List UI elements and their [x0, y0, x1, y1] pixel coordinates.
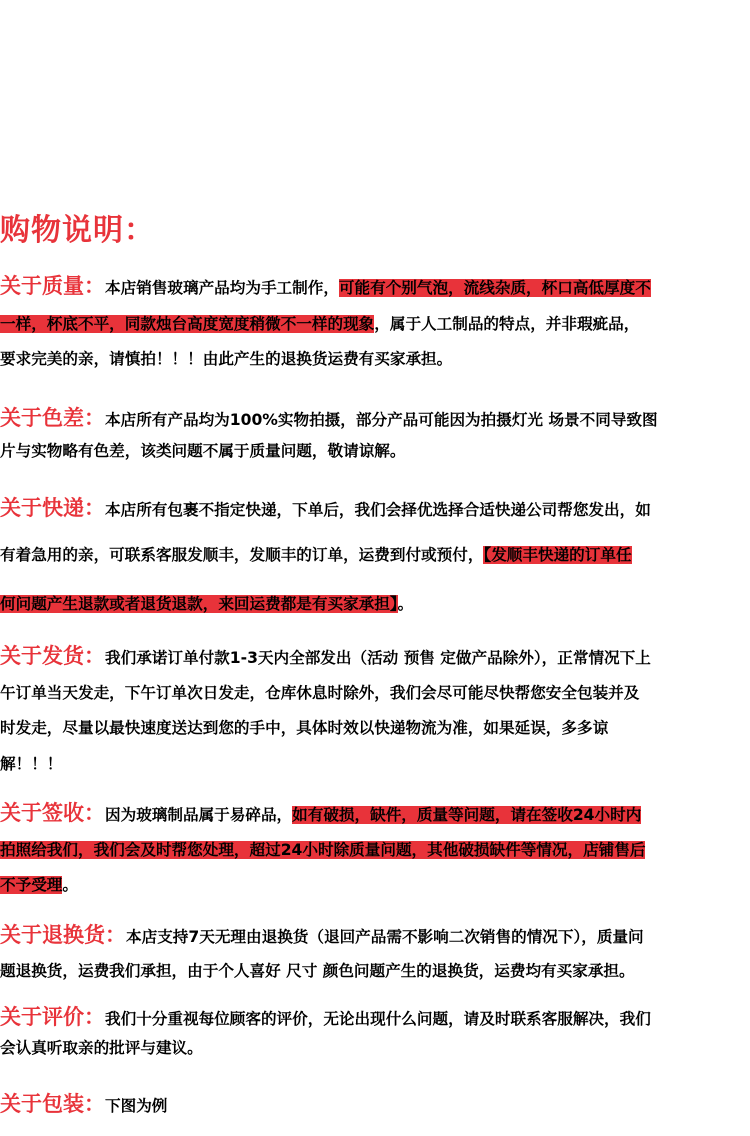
shipping-text-3: 时发走，尽量以最快速度送达到您的手中，具体时效以快递物流为准，如果延误，多多谅: [0, 719, 609, 737]
shipping-text-4: 解！！！: [0, 755, 63, 773]
review-line-1: [0, 1001, 750, 1031]
quality-line-1: [0, 270, 750, 300]
quality-line-2: [0, 312, 750, 334]
express-heading: 关于快递：: [0, 496, 105, 520]
shipping-line-3: [0, 716, 750, 738]
receipt-highlight-2: 拍照给我们，我们会及时帮您处理，超过24小时除质量问题，其他破损缺件等情况，店铺售后: [0, 841, 646, 859]
express-highlight: 【发顺丰快递的订单任: [483, 546, 632, 564]
receipt-line-1: [0, 797, 750, 827]
receipt-text: 因为玻璃制品属于易碎品，: [105, 806, 293, 824]
packaging-text: 下图为例: [105, 1097, 168, 1115]
receipt-highlight-3: 不予受理: [0, 876, 63, 894]
color-line-2: [0, 439, 750, 461]
shipping-line-2: [0, 681, 750, 703]
shipping-text-2: 午订单当天发走，下午订单次日发走，仓库休息时除外，我们会尽可能尽快帮您安全包装并及: [0, 684, 640, 702]
color-text-2: 片与实物略有色差，该类问题不属于质量问题，敬请谅解。: [0, 442, 406, 460]
review-heading: 关于评价：: [0, 1005, 105, 1029]
returns-line-1: [0, 919, 750, 949]
shipping-line-1: [0, 640, 750, 670]
express-text: 本店所有包裹不指定快递，下单后，我们会择优选择合适快递公司帮您发出，如: [105, 501, 651, 519]
express-text-3: 。: [397, 595, 414, 613]
color-line-1: [0, 402, 750, 432]
quality-text-3: 要求完美的亲，请慎拍！！！由此产生的退换货运费有买家承担。: [0, 350, 453, 368]
receipt-heading: 关于签收：: [0, 801, 105, 825]
quality-line-3: [0, 347, 750, 369]
quality-highlight: 可能有个别气泡，流线杂质，杯口高低厚度不: [338, 279, 651, 297]
quality-heading: 关于质量：: [0, 274, 105, 298]
color-text: 本店所有产品均为100%实物拍摄，部分产品可能因为拍摄灯光 场景不同导致图: [105, 411, 658, 429]
quality-highlight-2: 一样，杯底不平，同款烛台高度宽度稍微不一样的现象: [0, 315, 375, 333]
receipt-highlight: 如有破损，缺件，质量等问题，请在签收24小时内: [292, 806, 642, 824]
review-text: 我们十分重视每位顾客的评价，无论出现什么问题，请及时联系客服解决，我们: [105, 1010, 651, 1028]
express-line-2: [0, 543, 750, 565]
packaging-heading: 关于包装：: [0, 1092, 105, 1116]
returns-line-2: [0, 959, 750, 981]
express-line-1: [0, 492, 750, 522]
express-text-2: 有着急用的亲，可联系客服发顺丰，发顺丰的订单，运费到付或预付，: [0, 546, 484, 564]
returns-text-2: 题退换货，运费我们承担，由于个人喜好 尺寸 颜色问题产生的退换货，运费均有买家承担。: [0, 962, 635, 980]
receipt-text-3: 。: [62, 876, 78, 894]
returns-text: 本店支持7天无理由退换货（退回产品需不影响二次销售的情况下），质量问: [126, 928, 644, 946]
page-title: 购物说明：: [0, 213, 155, 248]
shipping-line-4: [0, 752, 750, 774]
quality-text: 本店销售玻璃产品均为手工制作，: [105, 279, 339, 297]
quality-text-2: ，属于人工制品的特点，并非瑕疵品，: [374, 315, 640, 333]
review-text-2: 会认真听取亲的批评与建议。: [0, 1039, 203, 1057]
review-line-2: [0, 1036, 750, 1058]
returns-heading: 关于退换货：: [0, 923, 126, 947]
packaging-line-1: [0, 1088, 750, 1118]
color-heading: 关于色差：: [0, 406, 105, 430]
shipping-text: 我们承诺订单付款1-3天内全部发出（活动 预售 定做产品除外），正常情况下上: [105, 649, 651, 667]
express-highlight-2: 何问题产生退款或者退货退款，来回运费都是有买家承担】: [0, 595, 398, 613]
receipt-line-2: [0, 838, 750, 860]
express-line-3: [0, 592, 750, 614]
shipping-heading: 关于发货：: [0, 644, 105, 668]
receipt-line-3: [0, 873, 750, 895]
